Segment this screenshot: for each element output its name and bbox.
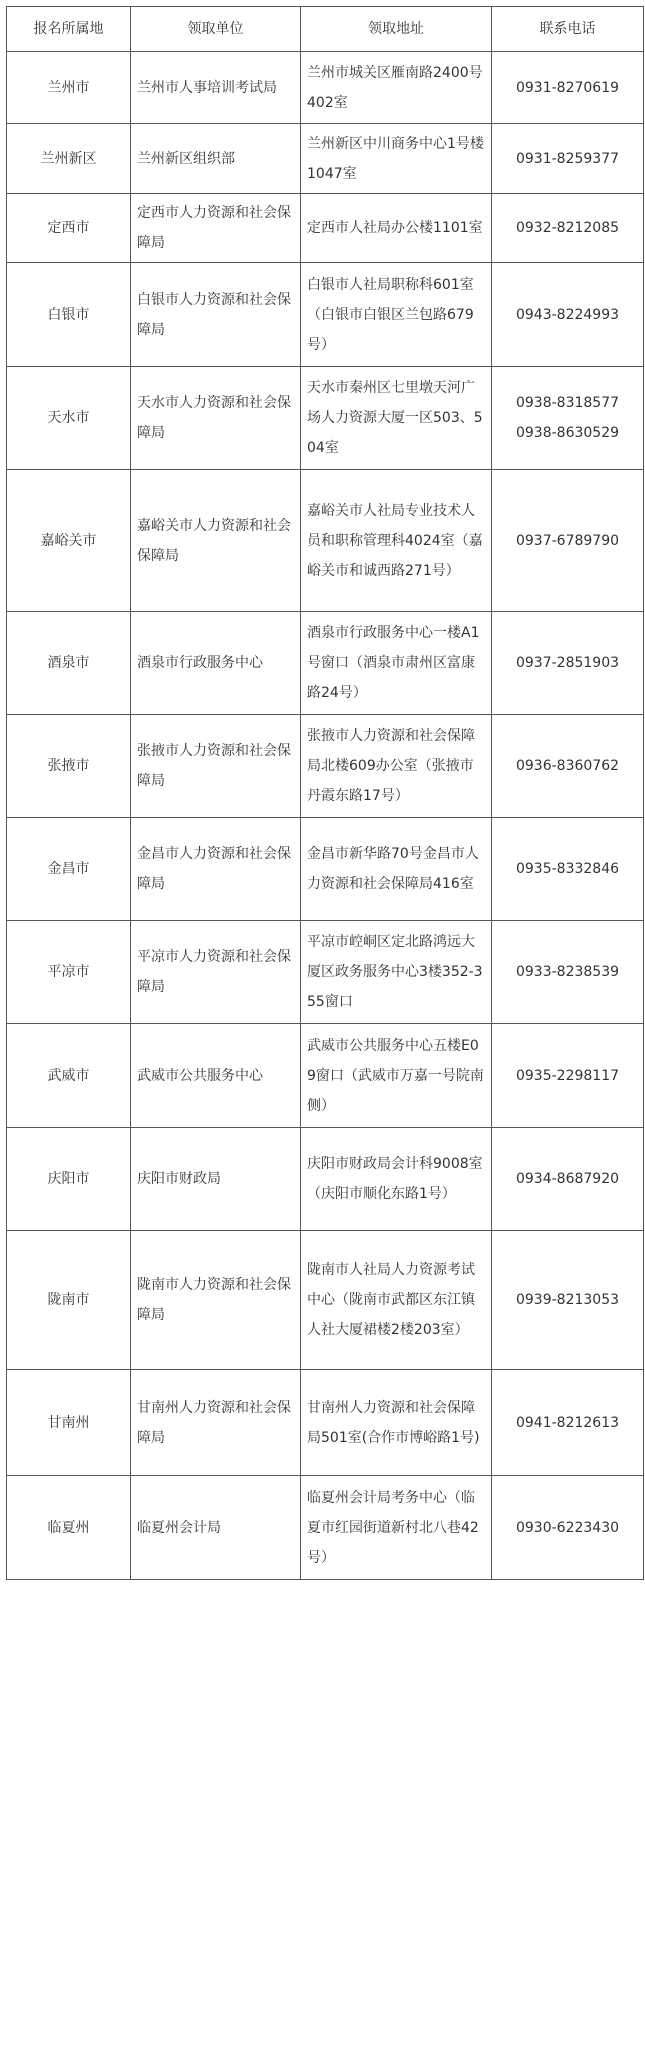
- table-header: [7, 7, 644, 52]
- address-cell: 平凉市崆峒区定北路鸿远大厦区政务服务中心3楼352-355窗口: [301, 921, 492, 1024]
- address-cell: 临夏州会计局考务中心（临夏市红园街道新村北八巷42号）: [301, 1476, 492, 1580]
- phone-cell: [492, 921, 644, 1024]
- unit-cell: 天水市人力资源和社会保障局: [131, 367, 301, 470]
- table-row: [7, 1370, 644, 1476]
- address-cell: 酒泉市行政服务中心一楼A1号窗口（酒泉市肃州区富康路24号）: [301, 612, 492, 715]
- region-cell: 庆阳市: [7, 1128, 131, 1231]
- header-address: 领取地址: [301, 7, 492, 52]
- unit-cell: 嘉峪关市人力资源和社会保障局: [131, 470, 301, 612]
- table-row: [7, 367, 644, 470]
- address-cell: 武威市公共服务中心五楼E09窗口（武威市万嘉一号院南侧）: [301, 1024, 492, 1128]
- address-cell: 陇南市人社局人力资源考试中心（陇南市武都区东江镇人社大厦裙楼2楼203室）: [301, 1231, 492, 1370]
- region-cell: 白银市: [7, 263, 131, 367]
- header-row: [7, 7, 644, 52]
- table-row: [7, 1476, 644, 1580]
- phone-number: 0935-8332846: [515, 861, 620, 877]
- table-row: [7, 1128, 644, 1231]
- region-cell: 天水市: [7, 367, 131, 470]
- unit-cell: 临夏州会计局: [131, 1476, 301, 1580]
- region-cell: 张掖市: [7, 715, 131, 818]
- table-row: [7, 612, 644, 715]
- unit-cell: 金昌市人力资源和社会保障局: [131, 818, 301, 921]
- phone-number: 0932-8212085: [515, 220, 620, 236]
- table-row: [7, 1024, 644, 1128]
- phone-cell: [492, 52, 644, 124]
- table-row: [7, 818, 644, 921]
- phone-cell: [492, 194, 644, 263]
- phone-number: 0934-8687920: [515, 1171, 620, 1187]
- unit-cell: 定西市人力资源和社会保障局: [131, 194, 301, 263]
- phone-number: 0938-8318577: [515, 395, 620, 411]
- unit-cell: 白银市人力资源和社会保障局: [131, 263, 301, 367]
- address-cell: 甘南州人力资源和社会保障局501室(合作市博峪路1号): [301, 1370, 492, 1476]
- table-body: [7, 52, 644, 1580]
- address-cell: 定西市人社局办公楼1101室: [301, 194, 492, 263]
- table-row: [7, 470, 644, 612]
- unit-cell: 平凉市人力资源和社会保障局: [131, 921, 301, 1024]
- address-cell: 兰州市城关区雁南路2400号402室: [301, 52, 492, 124]
- table-row: [7, 263, 644, 367]
- region-cell: 甘南州: [7, 1370, 131, 1476]
- phone-cell: [492, 470, 644, 612]
- phone-number: 0938-8630529: [515, 425, 620, 441]
- header-unit: 领取单位: [131, 7, 301, 52]
- phone-number: 0931-8259377: [515, 150, 620, 167]
- phone-cell: [492, 1476, 644, 1580]
- table-row: [7, 52, 644, 124]
- table-row: [7, 715, 644, 818]
- phone-cell: [492, 1370, 644, 1476]
- address-cell: 嘉峪关市人社局专业技术人员和职称管理科4024室（嘉峪关市和诚西路271号）: [301, 470, 492, 612]
- address-cell: 张掖市人力资源和社会保障局北楼609办公室（张掖市丹霞东路17号）: [301, 715, 492, 818]
- phone-number: 0937-2851903: [515, 655, 620, 671]
- phone-cell: [492, 263, 644, 367]
- unit-cell: 兰州新区组织部: [131, 124, 301, 194]
- phone-cell: [492, 124, 644, 194]
- unit-cell: 酒泉市行政服务中心: [131, 612, 301, 715]
- phone-cell: [492, 367, 644, 470]
- region-cell: 嘉峪关市: [7, 470, 131, 612]
- region-cell: 酒泉市: [7, 612, 131, 715]
- phone-number: 0931-8270619: [515, 79, 620, 96]
- region-cell: 武威市: [7, 1024, 131, 1128]
- table-row: [7, 194, 644, 263]
- phone-cell: [492, 1128, 644, 1231]
- region-cell: 兰州市: [7, 52, 131, 124]
- header-region: 报名所属地: [7, 7, 131, 52]
- region-cell: 陇南市: [7, 1231, 131, 1370]
- unit-cell: 甘南州人力资源和社会保障局: [131, 1370, 301, 1476]
- region-cell: 金昌市: [7, 818, 131, 921]
- address-cell: 庆阳市财政局会计科9008室（庆阳市顺化东路1号）: [301, 1128, 492, 1231]
- pickup-location-table: [6, 6, 644, 1580]
- phone-number: 0943-8224993: [515, 306, 620, 323]
- phone-number: 0941-8212613: [515, 1414, 620, 1431]
- address-cell: 兰州新区中川商务中心1号楼1047室: [301, 124, 492, 194]
- table-row: [7, 921, 644, 1024]
- phone-number: 0936-8360762: [515, 758, 620, 774]
- phone-cell: [492, 1024, 644, 1128]
- table-row: [7, 124, 644, 194]
- phone-cell: [492, 1231, 644, 1370]
- phone-cell: [492, 818, 644, 921]
- region-cell: 平凉市: [7, 921, 131, 1024]
- region-cell: 临夏州: [7, 1476, 131, 1580]
- phone-cell: [492, 612, 644, 715]
- unit-cell: 武威市公共服务中心: [131, 1024, 301, 1128]
- unit-cell: 张掖市人力资源和社会保障局: [131, 715, 301, 818]
- header-phone: 联系电话: [492, 7, 644, 52]
- phone-number: 0935-2298117: [515, 1067, 620, 1084]
- phone-number: 0930-6223430: [515, 1519, 620, 1536]
- phone-number: 0937-6789790: [515, 532, 620, 549]
- region-cell: 兰州新区: [7, 124, 131, 194]
- unit-cell: 庆阳市财政局: [131, 1128, 301, 1231]
- phone-cell: [492, 715, 644, 818]
- unit-cell: 兰州市人事培训考试局: [131, 52, 301, 124]
- address-cell: 天水市秦州区七里墩天河广场人力资源大厦一区503、504室: [301, 367, 492, 470]
- phone-number: 0933-8238539: [515, 964, 620, 980]
- address-cell: 白银市人社局职称科601室（白银市白银区兰包路679号）: [301, 263, 492, 367]
- unit-cell: 陇南市人力资源和社会保障局: [131, 1231, 301, 1370]
- phone-number: 0939-8213053: [515, 1292, 620, 1308]
- region-cell: 定西市: [7, 194, 131, 263]
- address-cell: 金昌市新华路70号金昌市人力资源和社会保障局416室: [301, 818, 492, 921]
- table-row: [7, 1231, 644, 1370]
